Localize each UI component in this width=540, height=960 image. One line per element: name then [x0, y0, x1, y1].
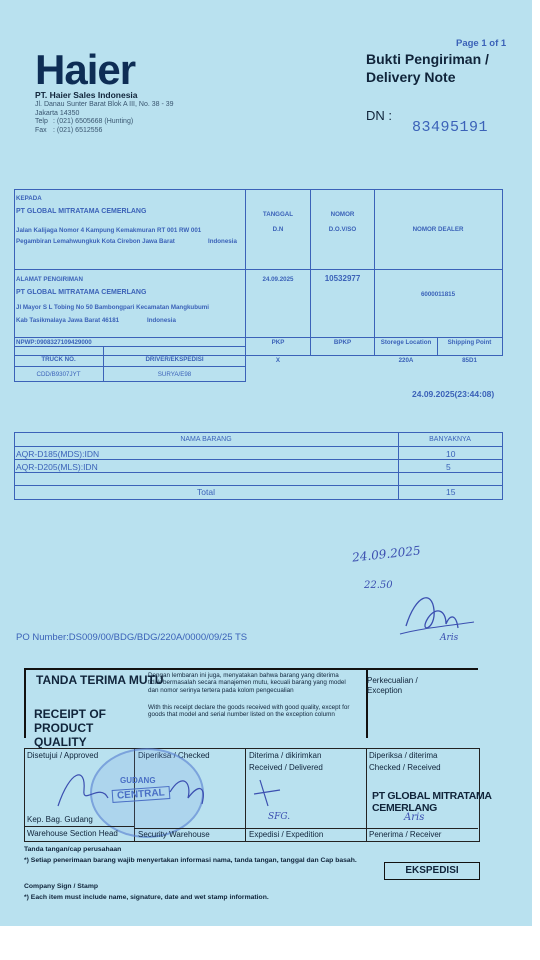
kepada-name: PT GLOBAL MITRATAMA CEMERLANG [16, 208, 147, 215]
item-qty-2: 5 [446, 462, 451, 472]
kepada-address-1: Jalan Kalijaga Nomor 4 Kampung Kemakmuran RT 001 RW 001 [16, 227, 202, 234]
address-line: Jakarta 14350 [35, 109, 80, 117]
warehouse-label-1: Kep. Bag. Gudang [27, 815, 93, 824]
document-title [366, 50, 489, 86]
receiver-company-stamp: PT GLOBAL MITRATAMA CEMERLANG [372, 790, 492, 814]
delivered-label-2: Received / Delivered [249, 763, 323, 772]
address-line: Jl. Danau Sunter Barat Blok A III, No. 38 - 39 [35, 101, 174, 108]
item-name-1: AQR-D185(MDS):IDN [16, 449, 100, 459]
expedition-signature [250, 776, 290, 812]
warehouse-label-2: Warehouse Section Head [27, 829, 118, 838]
exception-label: Perkecualian / Exception [367, 676, 418, 695]
alamat-country: Indonesia [147, 317, 176, 324]
truck-value: CDD/B9307JYT [36, 371, 81, 378]
receipt-text-id: Dengan lembaran ini juga, menyatakan bahwa barang yang diterima tidak bermasalah secara manajemen mutu, kecuali barang yang model dan nomor serinya tertera pada kolom pengecualian [148, 672, 346, 694]
nomor-sub: D.O.V/SO [328, 226, 357, 233]
telp-value: : (021) 6505668 (Hunting) [53, 118, 134, 125]
expedition-label: Expedisi / Expedition [249, 830, 324, 839]
dealer-label: NOMOR DEALER [412, 226, 464, 233]
alamat-name: PT GLOBAL MITRATAMA CEMERLANG [16, 289, 147, 296]
bpkp-label: BPKP [333, 339, 352, 346]
fax-value: : (021) 6512556 [53, 126, 103, 134]
receipt-title-en: RECEIPT OF PRODUCT QUALITY [34, 707, 107, 749]
receiver-label: Penerima / Receiver [369, 830, 442, 839]
receipt-text-en: With this receipt declare the goods received with good quality, except for goods that model and serial number listed on the exception column [148, 704, 350, 719]
handwritten-date: 24.09.2025 [351, 543, 422, 565]
item-name-2: AQR-D205(MLS):IDN [16, 462, 98, 472]
received-label-1: Diperiksa / diterima [369, 751, 438, 760]
note2-text: *) Each item must include name, signature, date and wet stamp information. [24, 894, 269, 901]
received-label-2: Checked / Received [369, 763, 441, 772]
tanggal-sub: D.N [272, 226, 284, 233]
delivered-label-1: Diterima / dikirimkan [249, 751, 322, 760]
pkp-label: PKP [271, 339, 285, 346]
so-number: 10532977 [324, 274, 361, 283]
company-telp [35, 118, 174, 127]
item-qty-1: 10 [446, 449, 456, 459]
expedition-initials: SFG. [268, 812, 291, 822]
company-name: PT. Haier Sales Indonesia [35, 90, 138, 100]
warehouse-signatures [30, 762, 230, 820]
stamp-central: CENTRAL [112, 786, 171, 803]
driver-value: SURYA/E98 [157, 371, 192, 378]
total-label: Total [197, 487, 215, 497]
kepada-country: Indonesia [208, 238, 237, 245]
dn-date: 24.09.2025 [262, 276, 294, 283]
print-timestamp: 24.09.2025(23:44:08) [412, 389, 495, 399]
title-english: Delivery Note [366, 69, 456, 85]
note2-title: Company Sign / Stamp [24, 883, 99, 890]
po-number: PO Number:DS009/00/BDG/BDG/220A/0000/09/25 TS [16, 632, 248, 643]
kepada-address-2: Pegambiran Lemahwungkuk Kota Cirebon Jawa Barat [16, 238, 175, 245]
receiver-handwriting: Aris [404, 812, 425, 823]
shipping-value: 85D1 [462, 357, 477, 364]
checked-label: Diperiksa / Checked [138, 751, 210, 760]
storage-label: Storege Location [380, 339, 432, 346]
fax-label: Fax [35, 126, 47, 134]
signature-name: Aris [440, 633, 459, 643]
alamat-address-2: Kab Tasikmalaya Jawa Barat 46181 [16, 317, 120, 324]
title-indonesian: Bukti Pengiriman / [366, 51, 489, 67]
company-address [35, 101, 174, 135]
company-fax [35, 127, 174, 136]
kepada-label: KEPADA [16, 195, 42, 202]
security-label: Security Warehouse [138, 830, 210, 839]
receipt-title-id: TANDA TERIMA MUTU [36, 673, 164, 687]
note1-title: Tanda tangan/cap perusahaan [24, 846, 122, 853]
dn-number: 83495191 [412, 119, 489, 136]
driver-label: DRIVER/EKSPEDISI [145, 356, 204, 363]
handwritten-signature [398, 588, 478, 658]
stamp-gudang: GUDANG [120, 776, 156, 785]
col-banyaknya: BANYAKNYA [429, 436, 471, 443]
nomor-label: NOMOR [330, 211, 355, 218]
ekspedisi-box: EKSPEDISI [384, 862, 480, 880]
haier-logo: Haier [35, 46, 136, 93]
npwp: NPWP:0908327109429000 [16, 339, 92, 346]
truck-label: TRUCK NO. [41, 356, 76, 363]
alamat-address-1: Jl Mayor S L Tobing No 50 Bambongpari Kecamatan Mangkubumi [16, 304, 209, 311]
tanggal-label: TANGGAL [262, 211, 294, 218]
telp-label: Telp [35, 118, 48, 125]
total-qty: 15 [446, 487, 456, 497]
alamat-label: ALAMAT PENGIRIMAN [16, 276, 83, 283]
col-nama-barang: NAMA BARANG [180, 436, 232, 443]
pkp-value: X [275, 357, 281, 364]
handwritten-time: 22.50 [364, 580, 393, 591]
note1-text: *) Setiap penerimaan barang wajib menyertakan informasi nama, tanda tangan, tanggal dan Cap basah. [24, 857, 357, 864]
storage-value: 220A [398, 357, 414, 364]
dn-label: DN : [366, 108, 392, 123]
approved-label: Disetujui / Approved [27, 751, 99, 760]
dealer-number: 6000011815 [420, 291, 456, 298]
page-indicator: Page 1 of 1 [456, 38, 507, 49]
shipping-label: Shipping Point [447, 339, 492, 346]
